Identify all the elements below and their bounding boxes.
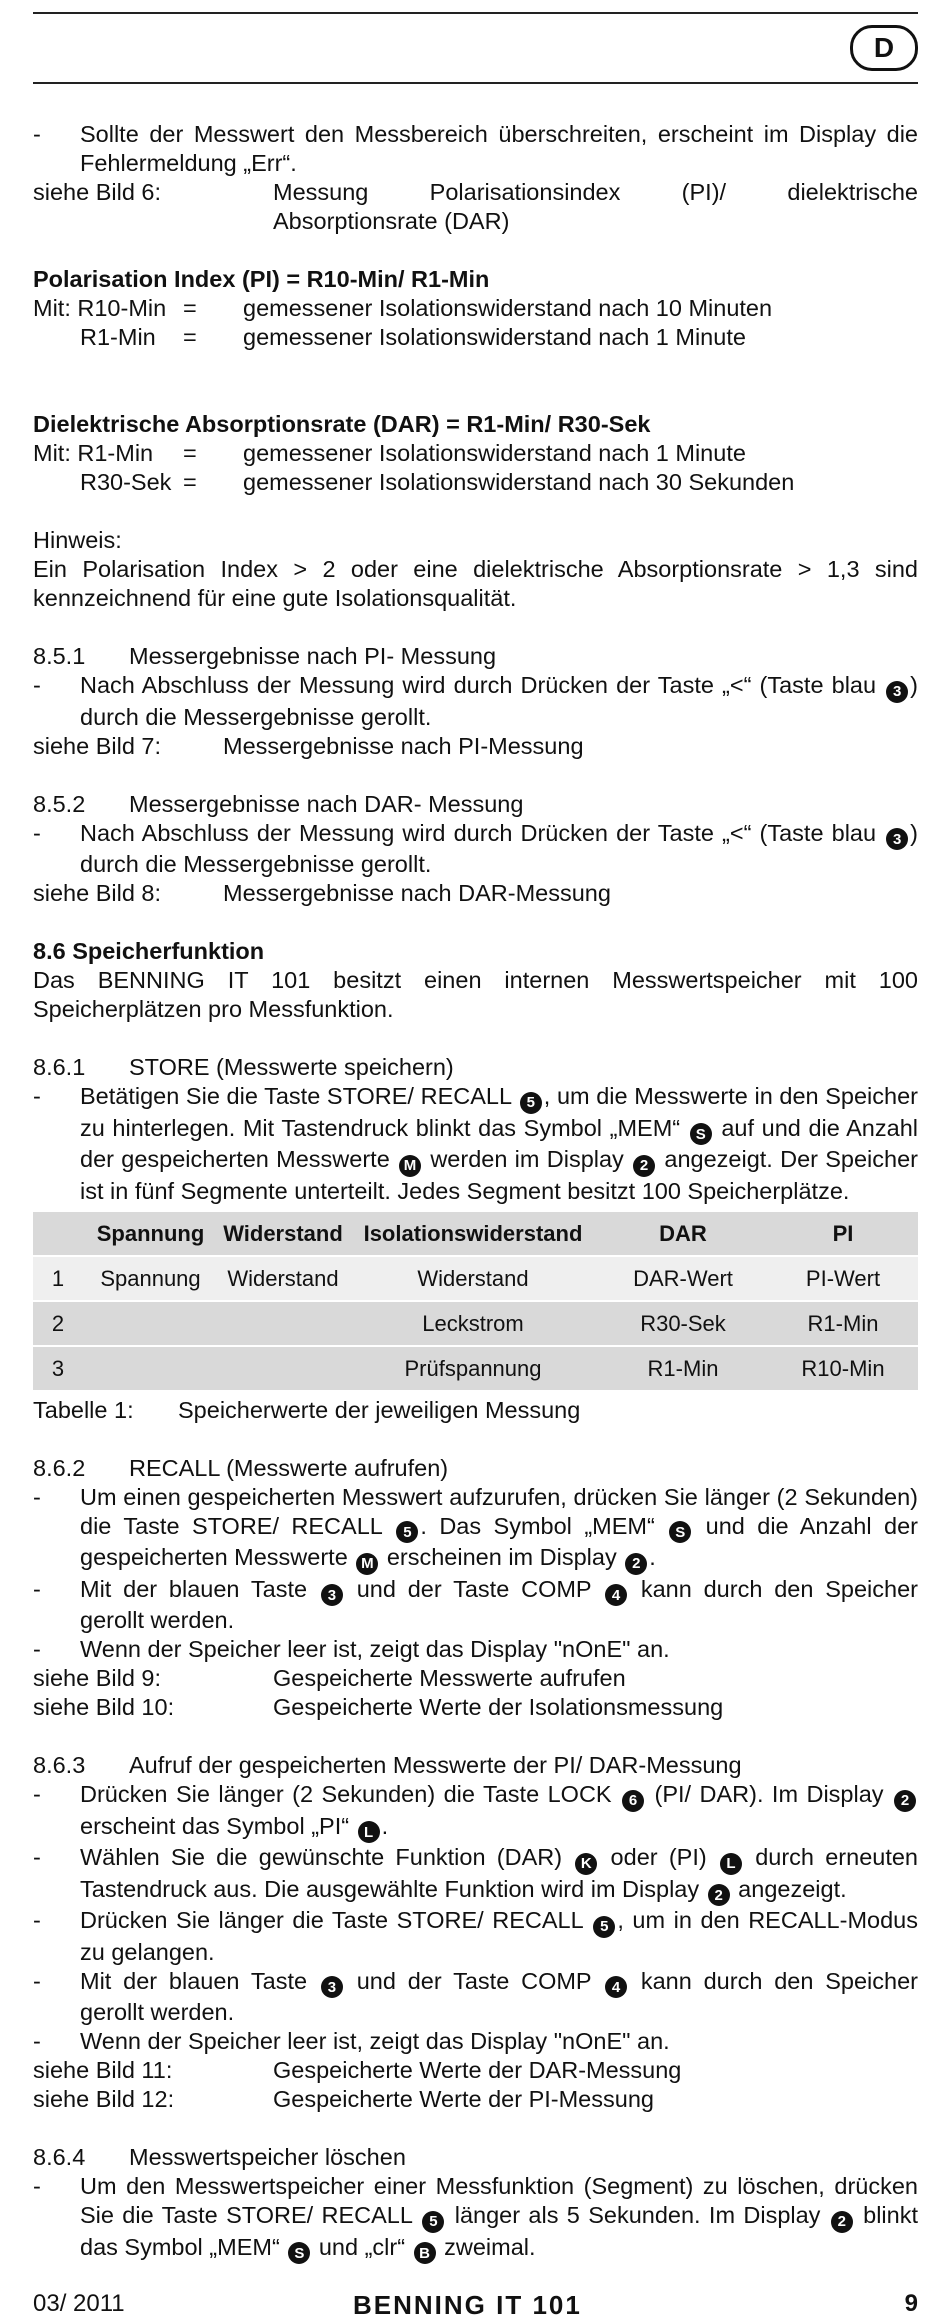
body-content — [33, 120, 918, 2264]
section-number: 8.6.4 — [33, 2144, 86, 2170]
def-text: gemessener Isolationswiderstand nach 30 Sekunden — [243, 469, 795, 495]
ref-text: Messergebnisse nach PI-Messung — [223, 732, 584, 759]
section-heading — [33, 642, 918, 671]
ref-label: siehe Bild 12: — [33, 2086, 175, 2112]
table-cell: R1-Min — [598, 1346, 768, 1391]
list-item: - Wenn der Speicher leer ist, zeigt das Display "nOnE" an. — [33, 2027, 918, 2056]
hint-text: Ein Polarisation Index > 2 oder eine dielektrische Absorptionsrate > 1,3 sind kennzeichnend für eine gute Isolationsqualität. — [33, 556, 918, 611]
figure-reference — [33, 2085, 918, 2114]
def-term: Mit: R10-Min — [33, 295, 167, 321]
ref-label: siehe Bild 11: — [33, 2057, 173, 2083]
definition-row — [33, 294, 918, 323]
display-2-marker: 2 — [831, 2211, 853, 2233]
ref-text: Gespeicherte Werte der PI-Messung — [273, 2086, 654, 2112]
section-number: 8.6.2 — [33, 1454, 86, 1481]
key-3-marker: 3 — [886, 828, 908, 850]
def-text: gemessener Isolationswiderstand nach 10 Minuten — [243, 295, 773, 321]
table-cell: 1 — [33, 1256, 83, 1301]
figure-reference — [33, 1693, 918, 1722]
page-number: 9 — [904, 2290, 918, 2317]
list-item: - Nach Abschluss der Messung wird durch Drücken der Taste „<“ (Taste blau 3 ) durch die Messergebnisse gerollt. — [33, 672, 918, 730]
table-cell: Leckstrom — [348, 1301, 598, 1346]
figure-reference — [33, 732, 918, 761]
table-cell — [83, 1346, 218, 1391]
table-caption — [33, 1396, 918, 1425]
list-item: - Um den Messwertspeicher einer Messfunktion (Segment) zu löschen, drücken Sie die Taste STORE/ RECALL 5 länger als 5 Sekunden. Im Display 2 blinkt das Symbol „MEM“ S und „clr“ B zweimal. — [33, 2172, 918, 2264]
header-rule — [33, 82, 918, 84]
table-row — [33, 1301, 918, 1346]
section-heading — [33, 1454, 918, 1483]
key-5-marker: 5 — [593, 1916, 615, 1938]
list-item: - Betätigen Sie die Taste STORE/ RECALL 5 , um die Messwerte in den Speicher zu hinterlegen. Mit Tastendruck blinkt das Symbol „MEM“ S auf und die Anzahl der gespeicherten Messwerte M werden im Display 2 angezeigt. Der Speicher ist in fünf Segmente unterteilt. Jedes Segment besitzt 100 Speicherplätze. — [33, 1083, 918, 1204]
table-cell — [218, 1301, 348, 1346]
language-badge: D — [850, 25, 918, 71]
table-cell: Widerstand — [348, 1256, 598, 1301]
symbol-l-marker: L — [358, 1821, 380, 1843]
section-title: Messergebnisse nach PI- Messung — [129, 643, 497, 669]
def-equals: = — [183, 440, 197, 466]
memory-table — [33, 1212, 918, 1392]
def-text: gemessener Isolationswiderstand nach 1 Minute — [243, 440, 746, 466]
figure-reference — [33, 1664, 918, 1693]
caption-label: Tabelle 1: — [33, 1396, 134, 1423]
ref-label: siehe Bild 8: — [33, 880, 162, 906]
section-number: 8.5.1 — [33, 643, 86, 669]
def-text: gemessener Isolationswiderstand nach 1 Minute — [243, 324, 746, 350]
table-header: Isolationswiderstand — [348, 1212, 598, 1256]
ref-label: siehe Bild 7: — [33, 732, 162, 759]
table-cell — [83, 1301, 218, 1346]
figure-reference — [33, 879, 918, 908]
table-header: DAR — [598, 1212, 768, 1256]
symbol-k-marker: K — [575, 1853, 597, 1875]
def-equals: = — [183, 469, 197, 495]
section-title: RECALL (Messwerte aufrufen) — [129, 1454, 449, 1481]
symbol-s-marker: S — [288, 2242, 310, 2264]
table-header: Widerstand — [218, 1212, 348, 1256]
def-equals: = — [183, 295, 197, 321]
pi-heading: Polarisation Index (PI) = R10-Min/ R1-Min — [33, 266, 490, 292]
table-cell: Widerstand — [218, 1256, 348, 1301]
definition-row — [33, 439, 918, 468]
list-item: - Drücken Sie länger (2 Sekunden) die Taste LOCK 6 (PI/ DAR). Im Display 2 erscheint das Symbol „PI“ L . — [33, 1780, 918, 1843]
section-number: 8.5.2 — [33, 790, 86, 817]
caption-text: Speicherwerte der jeweiligen Messung — [178, 1396, 581, 1423]
symbol-b-marker: B — [414, 2242, 436, 2264]
list-item: - Wenn der Speicher leer ist, zeigt das Display "nOnE" an. — [33, 1635, 918, 1664]
key-5-marker: 5 — [520, 1092, 542, 1114]
ref-text: Gespeicherte Messwerte aufrufen — [273, 1665, 626, 1691]
table-cell: PI-Wert — [768, 1256, 918, 1301]
display-2-marker: 2 — [894, 1790, 916, 1812]
section-8-6-heading: 8.6 Speicherfunktion — [33, 938, 265, 964]
display-2-marker: 2 — [708, 1884, 730, 1906]
def-equals: = — [183, 324, 197, 350]
list-item: - Wählen Sie die gewünschte Funktion (DAR) K oder (PI) L durch erneuten Tastendruck aus. Die ausgewählte Funktion wird im Display 2 angezeigt. — [33, 1843, 918, 1906]
table-cell: Prüfspannung — [348, 1346, 598, 1391]
table-cell: 3 — [33, 1346, 83, 1391]
table-row — [33, 1256, 918, 1301]
table-cell: R1-Min — [768, 1301, 918, 1346]
section-number: 8.6.3 — [33, 1752, 86, 1778]
symbol-m-marker: M — [399, 1155, 421, 1177]
figure-reference — [33, 178, 918, 236]
ref-label: siehe Bild 10: — [33, 1694, 175, 1720]
footer-date: 03/ 2011 — [33, 2290, 125, 2317]
symbol-s-marker: S — [690, 1123, 712, 1145]
table-cell: DAR-Wert — [598, 1256, 768, 1301]
section-title: Messwertspeicher löschen — [129, 2144, 406, 2170]
list-item: - Um einen gespeicherten Messwert aufzurufen, drücken Sie länger (2 Sekunden) die Taste STORE/ RECALL 5 . Das Symbol „MEM“ S und die Anzahl der gespeicherten Messwerte M erscheinen im Display 2 . — [33, 1483, 918, 1575]
key-3-marker: 3 — [321, 1976, 343, 1998]
top-rule — [33, 12, 918, 14]
key-5-marker: 5 — [422, 2211, 444, 2233]
key-6-marker: 6 — [622, 1790, 644, 1812]
section-heading — [33, 1053, 918, 1082]
ref-text: Gespeicherte Werte der DAR-Messung — [273, 2057, 682, 2083]
section-heading — [33, 790, 918, 819]
key-3-marker: 3 — [886, 681, 908, 703]
ref-text: Absorptionsrate (DAR) — [273, 208, 510, 234]
def-term: R1-Min — [80, 324, 156, 350]
display-2-marker: 2 — [633, 1155, 655, 1177]
def-term: R30-Sek — [80, 469, 172, 495]
symbol-m-marker: M — [356, 1553, 378, 1575]
key-4-marker: 4 — [605, 1976, 627, 1998]
ref-text: Messergebnisse nach DAR-Messung — [223, 880, 611, 906]
list-item: - Mit der blauen Taste 3 und der Taste COMP 4 kann durch den Speicher gerollt werden. — [33, 1967, 918, 2025]
table-cell — [218, 1346, 348, 1391]
table-header — [33, 1212, 83, 1256]
section-title: Aufruf der gespeicherten Messwerte der PI/ DAR-Messung — [129, 1752, 742, 1778]
dar-heading: Dielektrische Absorptionsrate (DAR) = R1-Min/ R30-Sek — [33, 411, 651, 437]
error-note: Sollte der Messwert den Messbereich überschreiten, erscheint im Display die Fehlermeldung „Err“. — [80, 121, 918, 176]
key-5-marker: 5 — [396, 1521, 418, 1543]
section-heading — [33, 2143, 918, 2172]
list-text: Wenn der Speicher leer ist, zeigt das Display "nOnE" an. — [80, 1636, 670, 1662]
section-title: STORE (Messwerte speichern) — [129, 1054, 454, 1080]
footer-model: BENNING IT 101 — [353, 2290, 582, 2320]
list-item: - Nach Abschluss der Messung wird durch Drücken der Taste „<“ (Taste blau 3 ) durch die Messergebnisse gerollt. — [33, 819, 918, 877]
table-header: Spannung — [83, 1212, 218, 1256]
key-4-marker: 4 — [605, 1584, 627, 1606]
section-heading — [33, 1751, 918, 1780]
list-item: - Mit der blauen Taste 3 und der Taste COMP 4 kann durch den Speicher gerollt werden. — [33, 1575, 918, 1633]
def-term: Mit: R1-Min — [33, 440, 154, 466]
key-3-marker: 3 — [321, 1584, 343, 1606]
page-footer — [33, 2290, 918, 2318]
definition-row — [33, 323, 918, 352]
section-number: 8.6.1 — [33, 1054, 86, 1080]
section-title: Messergebnisse nach DAR- Messung — [129, 790, 524, 817]
list-item: - Sollte der Messwert den Messbereich überschreiten, erscheint im Display die Fehlermeldung „Err“. — [33, 121, 918, 176]
definition-row — [33, 468, 918, 497]
symbol-s-marker: S — [669, 1521, 691, 1543]
table-cell: Spannung — [83, 1256, 218, 1301]
hint-label: Hinweis: — [33, 527, 122, 553]
table-cell: 2 — [33, 1301, 83, 1346]
display-2-marker: 2 — [625, 1553, 647, 1575]
table-cell: R30-Sek — [598, 1301, 768, 1346]
section-8-6-text: Das BENNING IT 101 besitzt einen internen Messwertspeicher mit 100 Speicherplätzen pro Messfunktion. — [33, 967, 918, 1022]
ref-label: siehe Bild 6: — [33, 179, 162, 205]
symbol-l-marker: L — [720, 1853, 742, 1875]
list-text: Wenn der Speicher leer ist, zeigt das Display "nOnE" an. — [80, 2028, 670, 2054]
ref-text: Messung Polarisationsindex (PI)/ dielektrische — [273, 179, 918, 205]
table-cell: R10-Min — [768, 1346, 918, 1391]
table-header-row — [33, 1212, 918, 1256]
table-header: PI — [768, 1212, 918, 1256]
table-row — [33, 1346, 918, 1391]
ref-label: siehe Bild 9: — [33, 1665, 162, 1691]
list-item: - Drücken Sie länger die Taste STORE/ RECALL 5 , um in den RECALL-Modus zu gelangen. — [33, 1907, 918, 1965]
figure-reference — [33, 2056, 918, 2085]
ref-text: Gespeicherte Werte der Isolationsmessung — [273, 1694, 724, 1720]
